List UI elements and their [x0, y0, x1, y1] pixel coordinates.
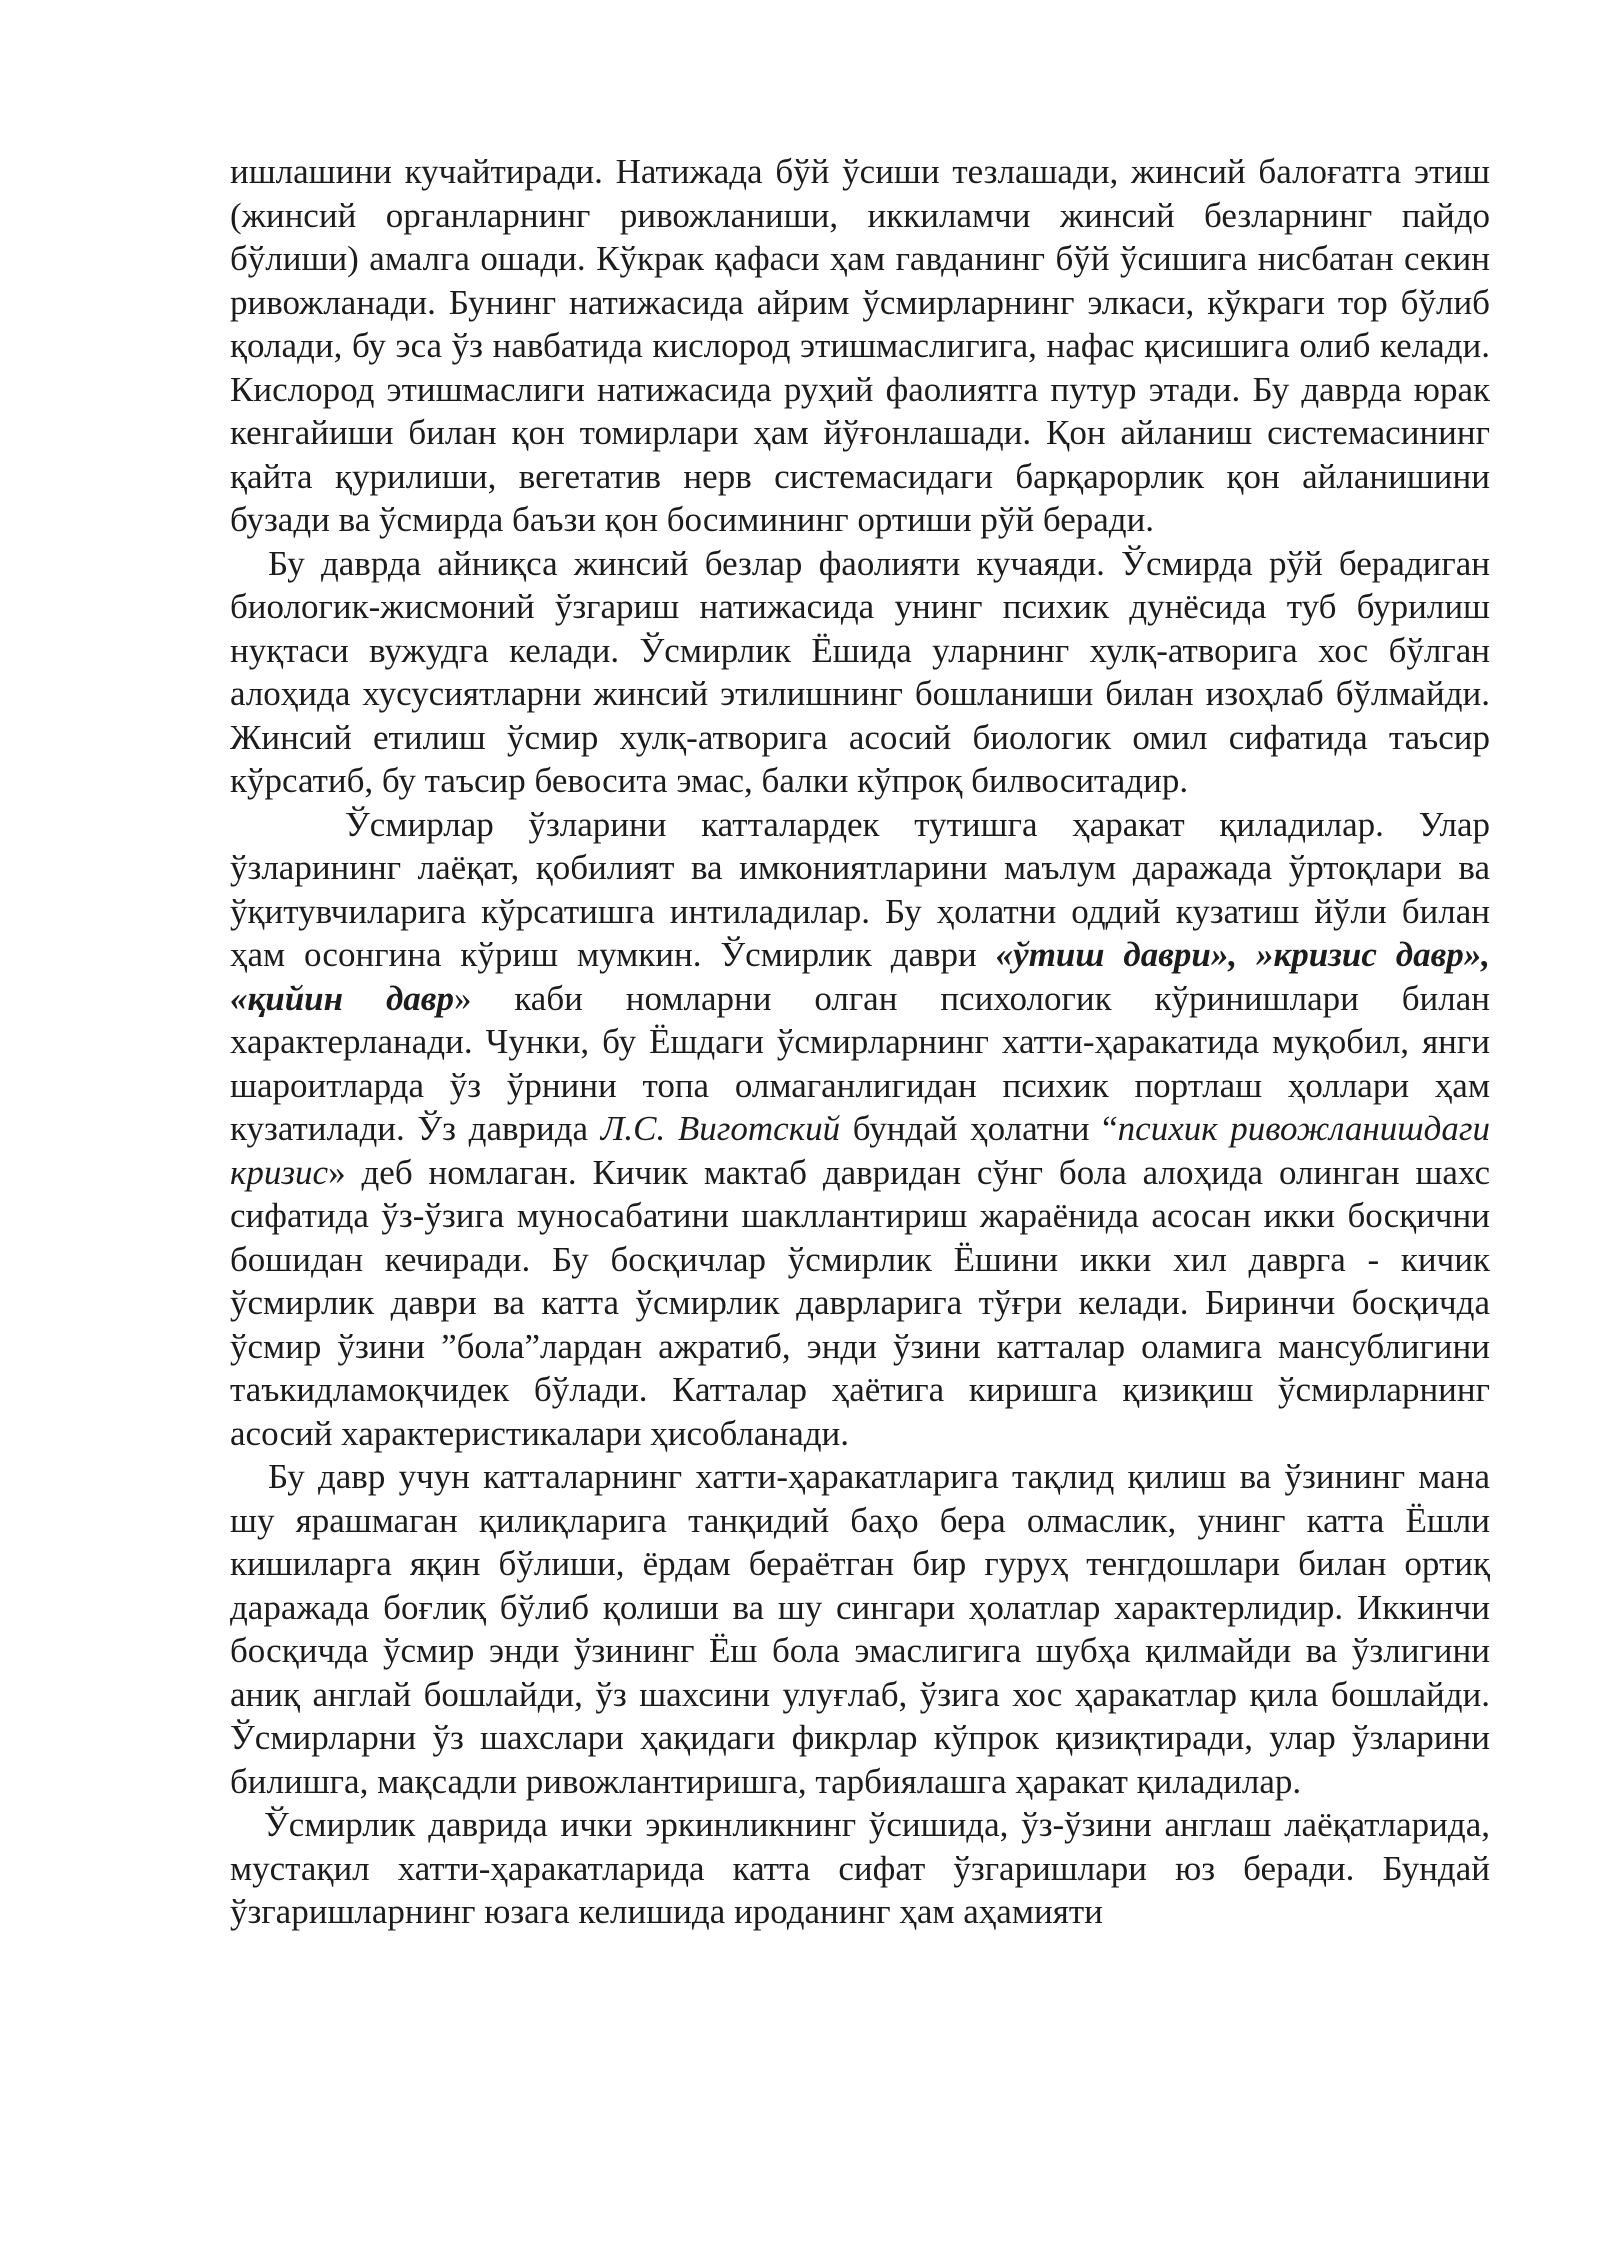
paragraph-5 [230, 1803, 1490, 1934]
paragraph-3-quoted-term: психик ривожланишдаги кризис [230, 1109, 1490, 1192]
paragraph-3-emphasis-terms: «ўтиш даври», »кризис давр», «қийин давр [230, 935, 1490, 1018]
paragraph-3-text-a: Ўсмирлар ўзларини катталардек тутишга ҳаракат қиладилар. Улар ўзларининг лаёқат, қобилият ва имкониятларини маълум даражада ўртоқлари ва ўқитувчиларига кўрсатишга интиладилар. Бу ҳолатни оддий кузатиш йўли билан ҳам осонгина кўриш мумкин. Ўсмирлик даври [230, 804, 1490, 974]
paragraph-1-text: ишлашини кучайтиради. Натижада бўй ўсиши тезлашади, жинсий балоғатга этиш (жинсий органларнинг ривожланиши, иккиламчи жинсий безларнинг пайдо бўлиши) амалга ошади. Кўкрак қафаси ҳам гавданинг бўй ўсишига нисбатан секин ривожланади. Бунинг натижасида айрим ўсмирларнинг элкаси, кўкраги тор бўлиб қолади, бу эса ўз навбатида кислород этишмаслигига, нафас қисишига олиб келади. Кислород этишмаслиги натижасида руҳий фаолиятга путур этади. Бу даврда юрак кенгайиши билан қон томирлари ҳам йўғонлашади. Қон айланиш системасининг қайта қурилиши, вегетатив нерв системасидаги барқарорлик қон айланишини бузади ва ўсмирда баъзи қон босимининг ортиши рўй беради. [230, 152, 1490, 539]
document-body [230, 150, 1490, 1934]
paragraph-2 [230, 542, 1490, 803]
paragraph-3 [230, 803, 1490, 1456]
paragraph-4-text: Бу давр учун катталарнинг хатти-ҳаракатларига тақлид қилиш ва ўзининг мана шу ярашмаган қилиқларига танқидий баҳо бера олмаслик, унинг катта Ёшли кишиларга яқин бўлиши, ёрдам бераётган бир гуруҳ тенгдошлари билан ортиқ даражада боғлиқ бўлиб қолиши ва шу сингари ҳолатлар характерлидир. Иккинчи босқичда ўсмир энди ўзининг Ёш бола эмаслигига шубҳа қилмайди ва ўзлигини аниқ англай бошлайди, ўз шахсини улуғлаб, ўзига хос ҳаракатлар қила бошлайди. Ўсмирларни ўз шахслари ҳақидаги фикрлар кўпрок қизиқтиради, улар ўзларини билишга, мақсадли ривожлантиришга, тарбиялашга ҳаракат қиладилар. [230, 1457, 1490, 1801]
paragraph-3-author-name: Л.С. Виготский [600, 1109, 841, 1148]
paragraph-5-text: Ўсмирлик даврида ички эркинликнинг ўсишида, ўз-ўзини англаш лаёқатларида, мустақил хатти-ҳаракатларида катта сифат ўзгаришлари юз беради. Бундай ўзгаришларнинг юзага келишида ироданинг ҳам аҳамияти [230, 1805, 1490, 1931]
paragraph-4 [230, 1455, 1490, 1803]
paragraph-2-text: Бу даврда айниқса жинсий безлар фаолияти кучаяди. Ўсмирда рўй берадиган биологик-жисмоний ўзгариш натижасида унинг психик дунёсида туб бурилиш нуқтаси вужудга келади. Ўсмирлик Ёшида уларнинг хулқ-атворига хос бўлган алоҳида хусусиятларни жинсий этилишнинг бошланиши билан изоҳлаб бўлмайди. Жинсий етилиш ўсмир хулқ-атворига асосий биологик омил сифатида таъсир кўрсатиб, бу таъсир бевосита эмас, балки кўпроқ билвоситадир. [230, 543, 1490, 800]
paragraph-3-text-d: » деб номлаган. Кичик мактаб давридан сўнг бола алоҳида олинган шахс сифатида ўз-ўзига муносабатини шакллантириш жараёнида асосан икки босқични бошидан кечиради. Бу босқичлар ўсмирлик Ёшини икки хил даврга - кичик ўсмирлик даври ва катта ўсмирлик даврларига тўғри келади. Биринчи босқичда ўсмир ўзини ”бола”лардан ажратиб, энди ўзини катталар оламига мансублигини таъкидламоқчидек бўлади. Катталар ҳаётига киришга қизиқиш ўсмирларнинг асосий характеристикалари ҳисобланади. [230, 1152, 1490, 1453]
paragraph-1 [230, 150, 1490, 542]
paragraph-3-text-b: » каби номларни олган психологик кўринишлари билан характерланади. Чунки, бу Ёшдаги ўсмирларнинг хатти-ҳаракатида муқобил, янги шароитларда ўз ўрнини топа олмаганлигидан психик портлаш ҳоллари ҳам кузатилади. Ўз даврида [230, 978, 1490, 1148]
paragraph-3-text-c: бундай ҳолатни “ [840, 1109, 1118, 1148]
